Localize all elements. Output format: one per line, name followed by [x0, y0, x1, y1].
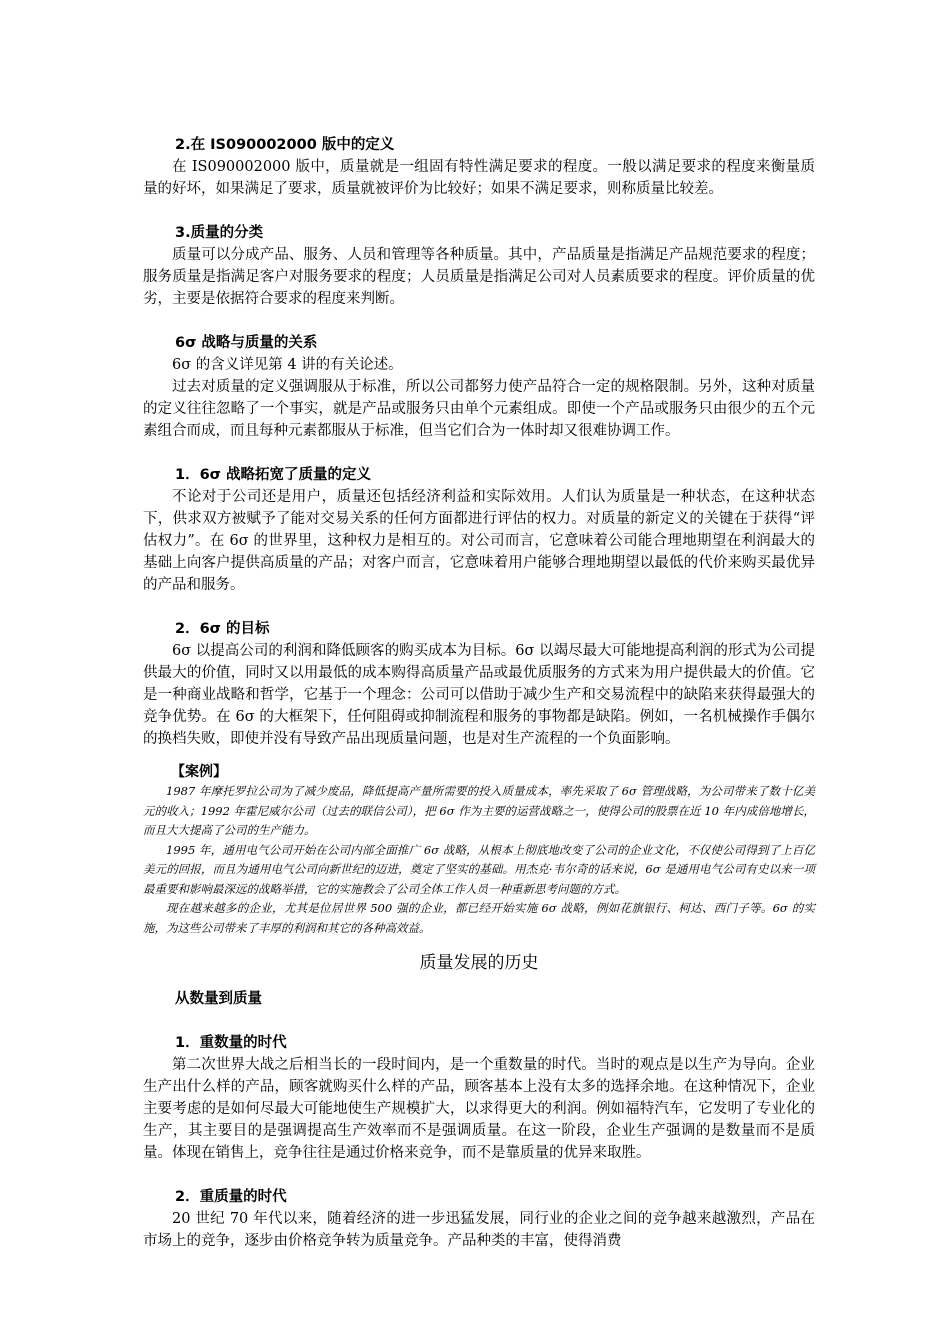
case-paragraph-fortune500: 现在越来越多的企业，尤其是位居世界 500 强的企业，都已经开始实施 6σ 战略，例如花旗银行、柯达、西门子等。6σ 的实施，为这些公司带来了丰厚的利润和其它的各种高效益。	[143, 901, 815, 935]
section-heading-six-sigma-relation: 6σ 战略与质量的关系	[175, 335, 318, 351]
section-heading-expanded-definition: 1．6σ 战略拓宽了质量的定义	[175, 467, 372, 483]
paragraph-quality-era: 20 世纪 70 年代以来，随着经济的进一步迅猛发展，同行业的企业之间的竞争越来越激烈，产品在市场上的竞争，逐步由价格竞争转为质量竞争。产品种类的丰富，使得消费	[143, 1211, 815, 1249]
paragraph-iso-definition: 在 IS090002000 版中，质量就是一组固有特性满足要求的程度。一般以满足要求的程度来衡量质量的好坏，如果满足了要求，质量就被评价为比较好；如果不满足要求，则称质量比较差。	[143, 159, 815, 197]
paragraph-expanded-definition: 不论对于公司还是用户，质量还包括经济利益和实际效用。人们认为质量是一种状态，在这种状态下，供求双方被赋予了能对交易关系的任何方面都进行评估的权力。对质量的新定义的关键在于获得“评估权力”。在 6σ 的世界里，这种权力是相互的。对公司而言，它意味着公司能合理地期望在利润最大的基础上向客户提供高质量的产品；对客户而言，它意味着用户能够合理地期望以最低的代价来购买最优异的产品和服务。	[143, 489, 815, 593]
case-heading: 【案例】	[171, 764, 227, 780]
section-heading-iso-definition: 2.在 IS090002000 版中的定义	[175, 137, 395, 153]
document-page	[143, 134, 815, 1252]
paragraph-quality-classification: 质量可以分成产品、服务、人员和管理等各种质量。其中，产品质量是指满足产品规范要求的程度；服务质量是指满足客户对服务要求的程度；人员质量是指满足公司对人员素质要求的程度。评价质量的优劣，主要是依据符合要求的程度来判断。	[143, 247, 815, 307]
section-heading-quality-era: 2．重质量的时代	[175, 1189, 287, 1205]
case-paragraph-ge: 1995 年，通用电气公司开始在公司内部全面推广 6σ 战略，从根本上彻底地改变了公司的企业文化，不仅使公司得到了上百亿美元的回报，而且为通用电气公司向新世纪的迈进，奠定了坚实的基础。用杰克·韦尔奇的话来说，6σ 是通用电气公司有史以来一项最重要和影响最深远的战略举措，它的实施教会了公司全体工作人员一种重新思考问题的方式。	[143, 842, 815, 896]
paragraph-six-sigma-past-definition: 过去对质量的定义强调服从于标准，所以公司都努力使产品符合一定的规格限制。另外，这种对质量的定义往往忽略了一个事实，就是产品或服务只由单个元素组成。即使一个产品或服务只由很少的五个元素组合而成，而且每种元素都服从于标准，但当它们合为一体时却又很难协调工作。	[143, 379, 815, 439]
section-heading-quality-classification: 3.质量的分类	[175, 225, 264, 241]
section-heading-quantity-to-quality: 从数量到质量	[175, 991, 262, 1007]
section-heading-quantity-era: 1．重数量的时代	[175, 1035, 287, 1051]
paragraph-six-sigma-meaning: 6σ 的含义详见第 4 讲的有关论述。	[172, 357, 403, 373]
section-heading-six-sigma-goal: 2．6σ 的目标	[175, 621, 270, 637]
paragraph-quantity-era: 第二次世界大战之后相当长的一段时间内，是一个重数量的时代。当时的观点是以生产为导向。企业生产出什么样的产品，顾客就购买什么样的产品，顾客基本上没有太多的选择余地。在这种情况下，企业主要考虑的是如何尽最大可能地使生产规模扩大，以求得更大的利润。例如福特汽车，它发明了专业化的生产，其主要目的是强调提高生产效率而不是强调质量。在这一阶段，企业生产强调的是数量而不是质量。体现在销售上，竞争往往是通过价格来竞争，而不是靠质量的优异来取胜。	[143, 1057, 815, 1161]
case-paragraph-motorola: 1987 年摩托罗拉公司为了减少废品，降低提高产量所需要的投入质量成本，率先采取了 6σ 管理战略，为公司带来了数十亿美元的收入；1992 年霍尼威尔公司（过去的联信公司），把 6σ 作为主要的运营战略之一，使得公司的股票在近 10 年内成倍地增长，而且大大提高了公司的生产能力。	[143, 784, 815, 837]
paragraph-six-sigma-goal: 6σ 以提高公司的利润和降低顾客的购买成本为目标。6σ 以竭尽最大可能地提高利润的形式为公司提供最大的价值，同时又以用最低的成本购得高质量产品或最优质服务的方式来为用户提供最大的价值。它是一种商业战略和哲学，它基于一个理念：公司可以借助于减少生产和交易流程中的缺陷来获得最强大的竞争优势。在 6σ 的大框架下，任何阻碍或抑制流程和服务的事物都是缺陷。例如，一名机械操作手偶尔的换档失败，即使并没有导致产品出现质量问题，也是对生产流程的一个负面影响。	[143, 643, 815, 747]
chapter-title-quality-history: 质量发展的历史	[419, 953, 539, 973]
